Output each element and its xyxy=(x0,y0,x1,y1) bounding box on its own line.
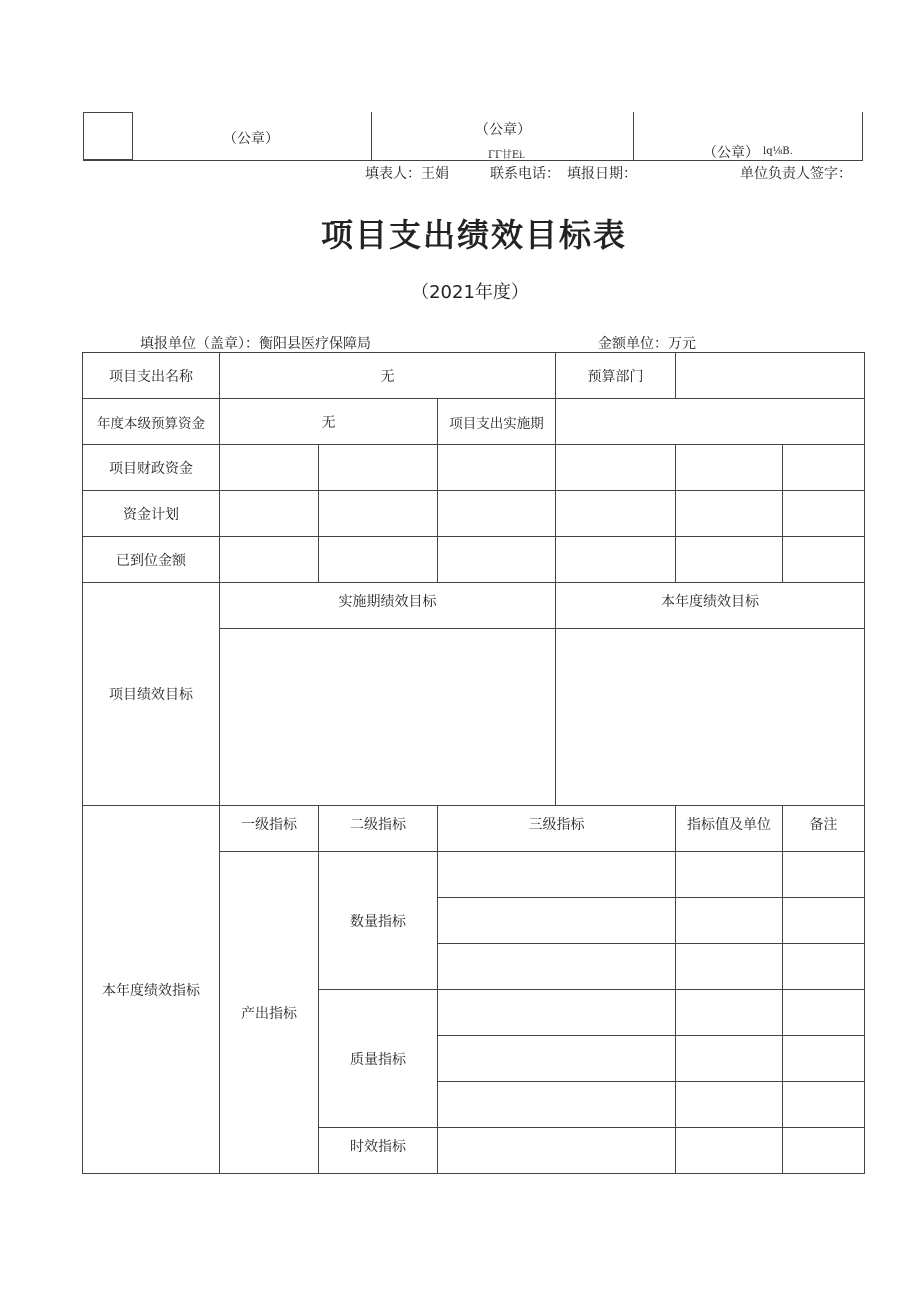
value-cell xyxy=(676,990,783,1036)
phone-label: 联系电话： xyxy=(490,166,560,182)
level3-cell xyxy=(438,852,676,898)
quality-indicator: 质量指标 xyxy=(319,990,438,1128)
value-cell xyxy=(676,898,783,944)
quantity-indicator: 数量指标 xyxy=(319,852,438,990)
remark-cell xyxy=(783,852,865,898)
value-cell xyxy=(676,1036,783,1082)
output-indicator: 产出指标 xyxy=(220,852,319,1174)
budget-dept-label: 预算部门 xyxy=(556,353,676,399)
value-cell xyxy=(676,1128,783,1174)
head-sign-label: 单位负责人签字： xyxy=(740,166,852,182)
seal-3: （公章） xyxy=(703,145,759,161)
arrived-amount-label: 已到位金额 xyxy=(83,537,220,583)
level3-cell xyxy=(438,1128,676,1174)
cell xyxy=(438,537,556,583)
level3-cell xyxy=(438,944,676,990)
perf-goal-label: 项目绩效目标 xyxy=(83,583,220,806)
cell xyxy=(783,537,865,583)
period-value xyxy=(556,399,865,445)
annual-budget-value: 无 xyxy=(220,399,438,445)
stamp-area xyxy=(83,112,863,161)
level3-cell xyxy=(438,1082,676,1128)
year-label: （2021年度） xyxy=(411,282,529,303)
fiscal-fund-label: 项目财政资金 xyxy=(83,445,220,491)
level3-header: 三级指标 xyxy=(438,806,676,852)
project-name-value: 无 xyxy=(220,353,556,399)
page-title: 项目支出绩效目标表 xyxy=(320,216,627,254)
divider-1 xyxy=(371,112,372,160)
date-label: 填报日期： xyxy=(567,166,637,182)
remark-cell xyxy=(783,1128,865,1174)
cell xyxy=(556,491,676,537)
level3-cell xyxy=(438,990,676,1036)
annual-budget-label: 年度本级预算资金 xyxy=(83,399,220,445)
value-cell xyxy=(676,852,783,898)
performance-table xyxy=(82,352,865,1174)
cell xyxy=(220,445,319,491)
seal-2: （公章） xyxy=(475,122,531,138)
budget-dept-value xyxy=(676,353,865,399)
cell xyxy=(438,445,556,491)
cell xyxy=(556,537,676,583)
remark-cell xyxy=(783,898,865,944)
cell xyxy=(783,445,865,491)
cell xyxy=(319,491,438,537)
cell xyxy=(676,537,783,583)
value-unit-header: 指标值及单位 xyxy=(676,806,783,852)
indicators-label: 本年度绩效指标 xyxy=(83,806,220,1174)
cell xyxy=(676,445,783,491)
cell xyxy=(783,491,865,537)
project-name-label: 项目支出名称 xyxy=(83,353,220,399)
level3-cell xyxy=(438,898,676,944)
divider-2 xyxy=(633,112,634,160)
cell xyxy=(556,445,676,491)
remark-cell xyxy=(783,990,865,1036)
cell xyxy=(319,537,438,583)
value-cell xyxy=(676,944,783,990)
seal-1: （公章） xyxy=(223,131,279,147)
remark-cell xyxy=(783,1082,865,1128)
level1-header: 一级指标 xyxy=(220,806,319,852)
period-goal-header: 实施期绩效目标 xyxy=(220,583,556,629)
unit-label: 填报单位（盖章）：衡阳县医疗保障局 xyxy=(140,336,371,352)
level2-header: 二级指标 xyxy=(319,806,438,852)
remark-cell xyxy=(783,944,865,990)
value-cell xyxy=(676,1082,783,1128)
remark-cell xyxy=(783,1036,865,1082)
cell xyxy=(319,445,438,491)
cell xyxy=(220,491,319,537)
year-goal-header: 本年度绩效目标 xyxy=(556,583,865,629)
divider-3 xyxy=(862,112,863,160)
period-label: 项目支出实施期 xyxy=(438,399,556,445)
level3-cell xyxy=(438,1036,676,1082)
period-goal-content xyxy=(220,629,556,806)
timeliness-indicator: 时效指标 xyxy=(319,1128,438,1174)
remark-header: 备注 xyxy=(783,806,865,852)
year-goal-content xyxy=(556,629,865,806)
cell xyxy=(676,491,783,537)
seal-2-note: ΓΓ甘Ei. xyxy=(488,150,526,161)
stamp-box xyxy=(83,112,133,160)
filler-name: 填表人：王娟 xyxy=(365,166,449,182)
cell xyxy=(220,537,319,583)
amount-unit-label: 金额单位：万元 xyxy=(598,336,696,352)
seal-3-note: lq⅛B. xyxy=(763,146,793,157)
cell xyxy=(438,491,556,537)
fund-plan-label: 资金计划 xyxy=(83,491,220,537)
